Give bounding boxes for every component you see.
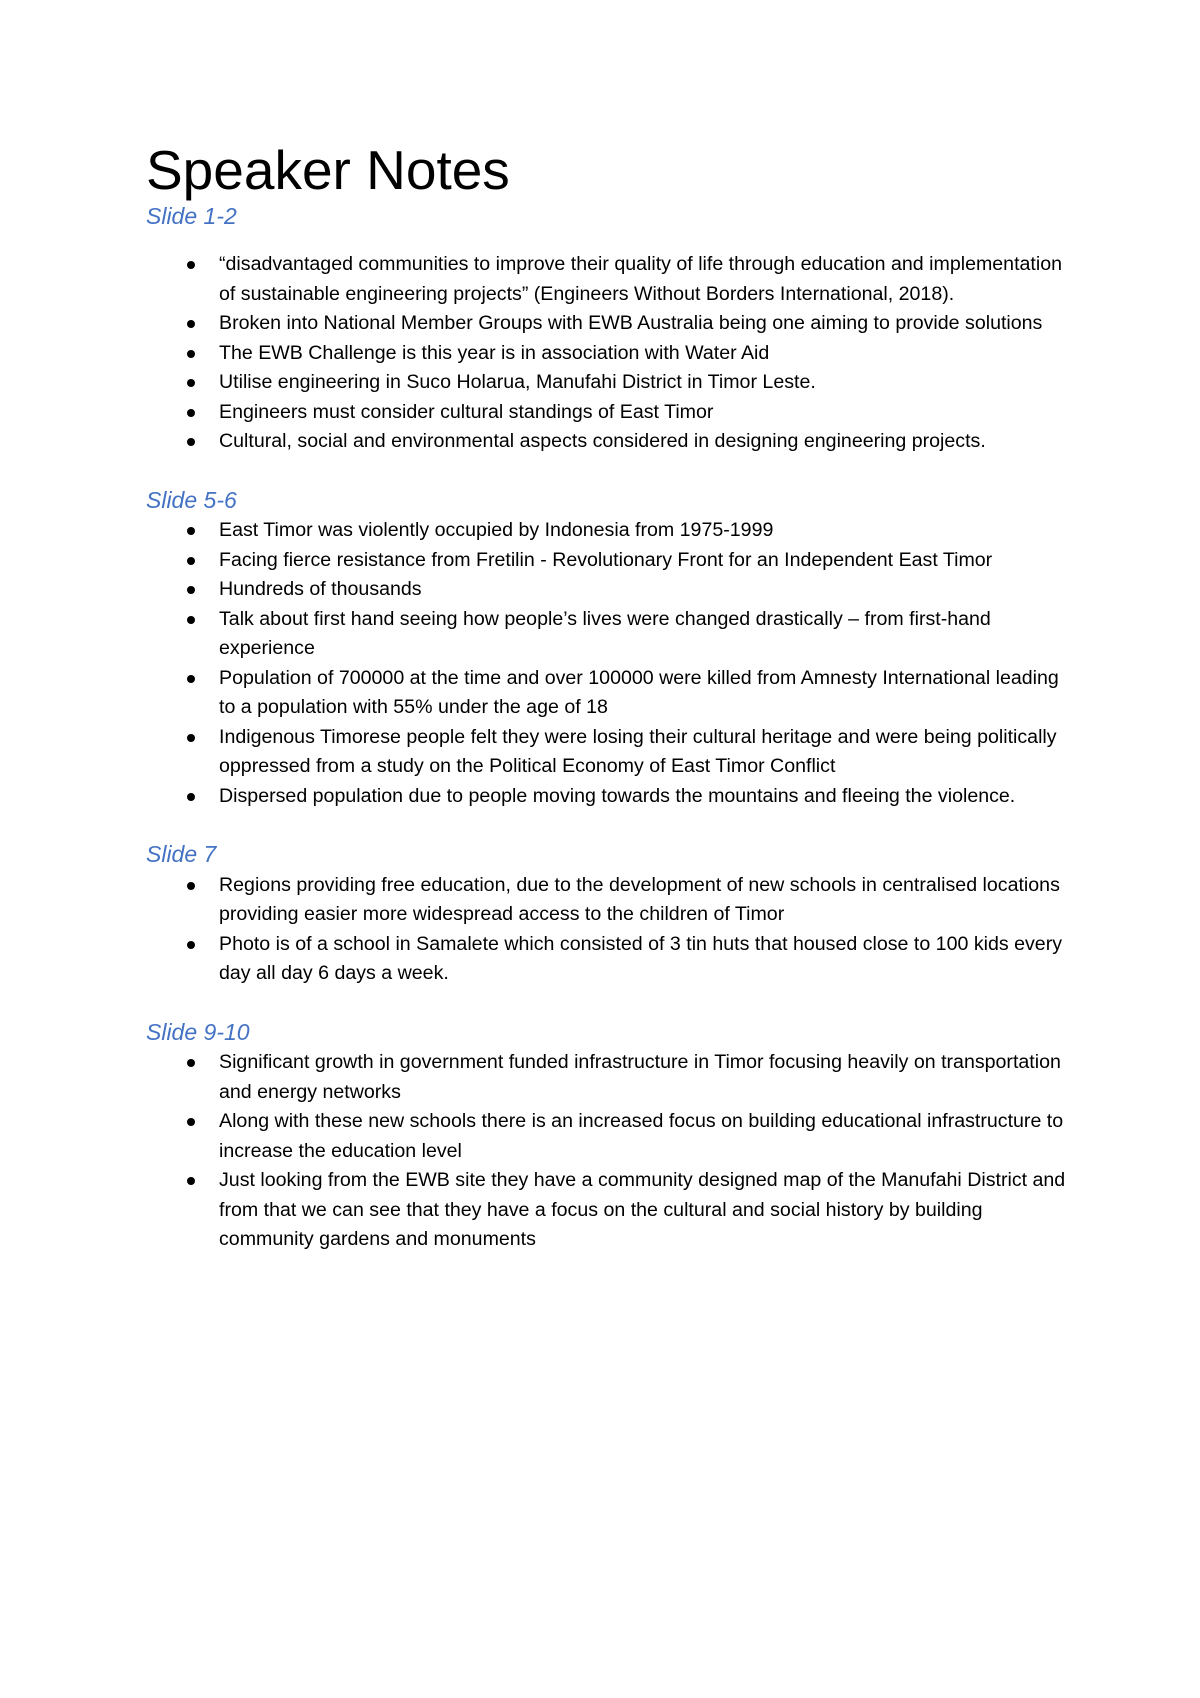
list-item: The EWB Challenge is this year is in association with Water Aid — [219, 339, 1066, 369]
list-item: “disadvantaged communities to improve their quality of life through education and implementation of sustainable engineering projects” (Engineers Without Borders International, 2018). — [219, 250, 1066, 309]
list-item: Engineers must consider cultural standings of East Timor — [219, 398, 1066, 428]
section-slide-9-10 — [146, 1019, 1066, 1255]
section-slide-5-6 — [146, 487, 1066, 812]
list-item: Hundreds of thousands — [219, 575, 1066, 605]
list-item: Indigenous Timorese people felt they were losing their cultural heritage and were being politically oppressed from a study on the Political Economy of East Timor Conflict — [219, 723, 1066, 782]
list-item: Dispersed population due to people moving towards the mountains and fleeing the violence. — [219, 782, 1066, 812]
section-heading: Slide 9-10 — [146, 1018, 250, 1045]
list-item: Just looking from the EWB site they have a community designed map of the Manufahi District and from that we can see that they have a focus on the cultural and social history by building community gardens and monuments — [219, 1166, 1066, 1255]
list-item: Utilise engineering in Suco Holarua, Manufahi District in Timor Leste. — [219, 368, 1066, 398]
document-page — [146, 140, 1066, 1255]
bullet-list — [146, 516, 1066, 811]
list-item: Facing fierce resistance from Fretilin - Revolutionary Front for an Independent East Timor — [219, 546, 1066, 576]
section-slide-1-2 — [146, 203, 1066, 457]
list-item: Cultural, social and environmental aspects considered in designing engineering projects. — [219, 427, 1066, 457]
list-item: Population of 700000 at the time and over 100000 were killed from Amnesty International leading to a population with 55% under the age of 18 — [219, 664, 1066, 723]
bullet-list — [146, 871, 1066, 989]
section-slide-7 — [146, 841, 1066, 989]
list-item: Along with these new schools there is an increased focus on building educational infrastructure to increase the education level — [219, 1107, 1066, 1166]
page-title: Speaker Notes — [146, 139, 510, 201]
list-item: Significant growth in government funded infrastructure in Timor focusing heavily on transportation and energy networks — [219, 1048, 1066, 1107]
list-item: Regions providing free education, due to the development of new schools in centralised locations providing easier more widespread access to the children of Timor — [219, 871, 1066, 930]
list-item: East Timor was violently occupied by Indonesia from 1975-1999 — [219, 516, 1066, 546]
list-item: Photo is of a school in Samalete which consisted of 3 tin huts that housed close to 100 kids every day all day 6 days a week. — [219, 930, 1066, 989]
bullet-list — [146, 1048, 1066, 1255]
section-heading: Slide 5-6 — [146, 486, 237, 513]
section-heading: Slide 7 — [146, 841, 217, 868]
section-heading: Slide 1-2 — [146, 202, 237, 229]
bullet-list — [146, 250, 1066, 457]
list-item: Talk about first hand seeing how people’s lives were changed drastically – from first-hand experience — [219, 605, 1066, 664]
list-item: Broken into National Member Groups with EWB Australia being one aiming to provide solutions — [219, 309, 1066, 339]
